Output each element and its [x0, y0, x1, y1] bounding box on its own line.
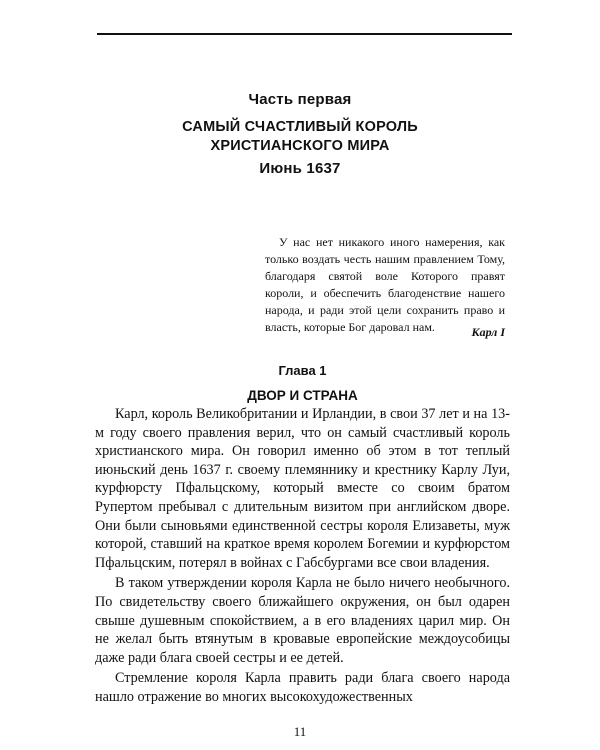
- epigraph-text: У нас нет никакого иного намерения, как только воздать честь нашим правлением Тому, благодаря святой воле Которого правят короли, и обеспечить благоденствие нашего народа, и ради этой цели сохранить право и власть, которые Бог даровал нам.: [265, 235, 505, 334]
- part-title-line-2: ХРИСТИАНСКОГО МИРА: [210, 138, 390, 154]
- chapter-title: ДВОР И СТРАНА: [247, 388, 358, 403]
- body-paragraph-1: Карл, король Великобритании и Ирландии, в свои 37 лет и на 13-м году своего правления верил, что он самый счастливый король христианского мира. Он говорил именно об этом в тот теплый июньский день 1637 г. своему племяннику и крестнику Карлу Луи, курфюрсту Пфальцскому, который вместе со своим братом Рупертом пребывал с длительным визитом при английском дворе. Они были сыновьями единственной сестры короля Елизаветы, муж которой, ставший на краткое время королем Богемии и курфюрстом Пфальцским, потерял в войнах с Габсбургами все свои владения.: [95, 406, 510, 571]
- top-rule: [97, 33, 512, 35]
- body-paragraph-2: В таком утверждении короля Карла не было ничего необычного. По свидетельству своего ближайшего окружения, он был одарен свыше душевным спокойствием, а в его владениях царил мир. Он не желал быть втянутым в кровавые европейские междоусобицы даже ради блага своей сестры и ее детей.: [95, 575, 510, 666]
- body-text: [95, 405, 510, 709]
- chapter-heading: [95, 362, 510, 404]
- part-label: Часть первая: [248, 91, 352, 108]
- part-title-line-1: САМЫЙ СЧАСТЛИВЫЙ КОРОЛЬ: [182, 119, 418, 135]
- part-date: Июнь 1637: [259, 160, 341, 177]
- part-heading: [60, 90, 540, 179]
- page-number: 11: [293, 724, 307, 739]
- body-paragraph-3: Стремление короля Карла править ради блага своего народа нашло отражение во многих высокохудожественных: [95, 670, 510, 705]
- epigraph-author: Карл I: [471, 325, 505, 339]
- chapter-label: Глава 1: [278, 363, 327, 378]
